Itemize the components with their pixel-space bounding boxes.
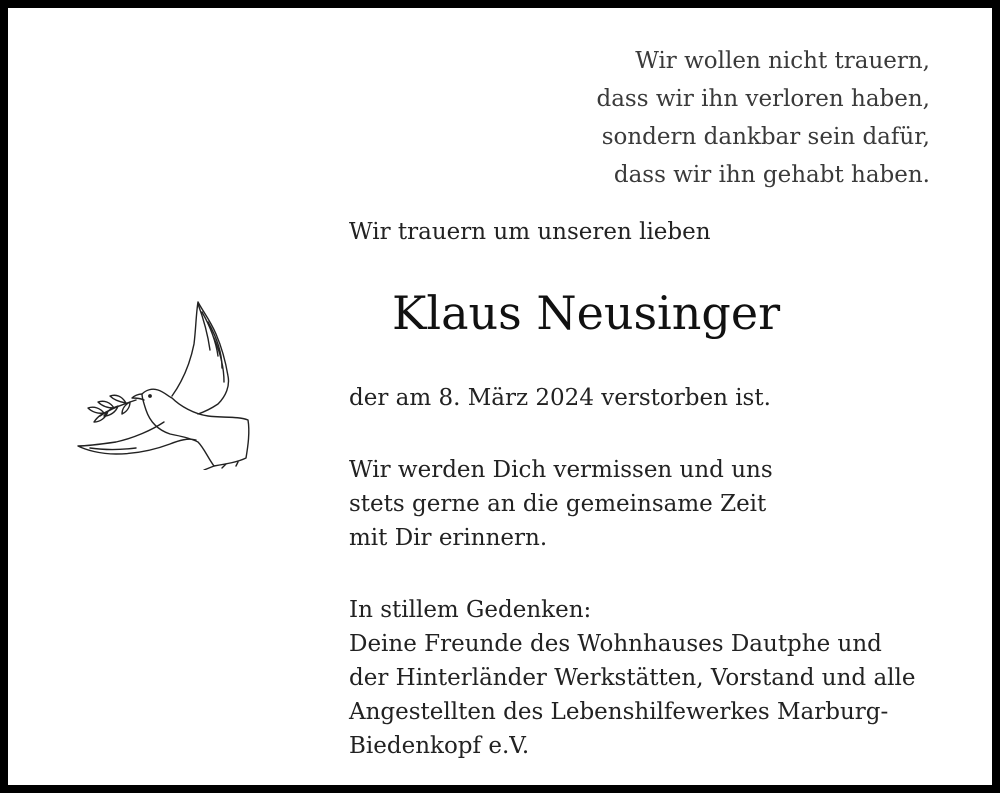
signature-line: Biedenkopf e.V. [349,733,530,759]
quote-line: dass wir ihn verloren haben, [596,86,930,112]
deceased-name: Klaus Neusinger [392,286,781,340]
quote-line: dass wir ihn gehabt haben. [613,162,930,188]
intro-text: Wir trauern um unseren lieben [349,219,711,245]
dove-with-olive-branch-icon [76,298,254,470]
remembrance-line: mit Dir erinnern. [349,525,548,551]
signature-line: der Hinterländer Werkstätten, Vorstand und alle [349,665,916,691]
signature-line: Angestellten des Lebenshilfewerkes Marburg- [349,699,889,725]
remembrance-line: Wir werden Dich vermissen und uns [349,457,773,483]
death-date-line: der am 8. März 2024 verstorben ist. [349,385,771,411]
remembrance-text [349,453,773,555]
signature-line: In stillem Gedenken: [349,597,592,623]
quote-line: Wir wollen nicht trauern, [635,48,930,74]
quote-line: sondern dankbar sein dafür, [601,124,930,150]
signature-block [349,593,915,763]
remembrance-line: stets gerne an die gemeinsame Zeit [349,491,767,517]
signature-line: Deine Freunde des Wohnhauses Dautphe und [349,631,882,657]
memorial-quote [596,42,930,194]
